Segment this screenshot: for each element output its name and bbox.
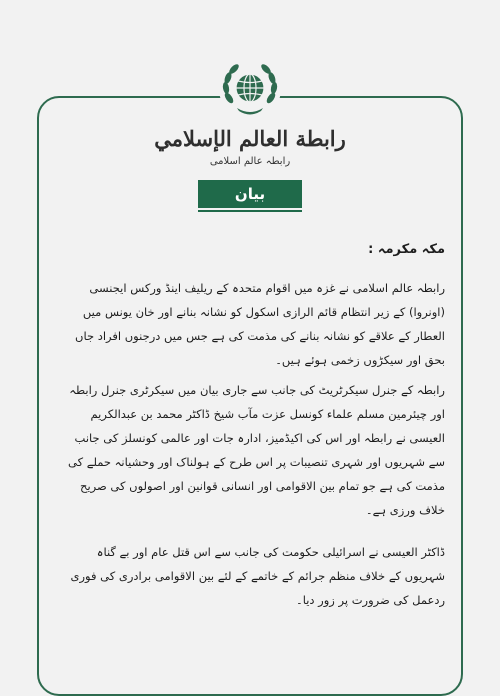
paragraph-3: ڈاکٹر العیسی نے اسرائیلی حکومت کی جانب سے اس قتل عام اور بے گناہ شہریوں کے خلاف منظم جرائم کے خاتمے کے لئے بین الاقوامی برادری کی فوری ردعمل کی ضرورت پر زور دیا۔ (70, 545, 445, 607)
title-underline (198, 210, 302, 212)
globe-wreath-emblem-icon (219, 58, 281, 120)
statement-title: بیان (198, 180, 302, 208)
organization-name-urdu: رابطہ عالم اسلامی (209, 156, 291, 167)
paragraph-2: رابطہ کے جنرل سیکرٹریٹ کی جانب سے جاری بیان میں سیکرٹری جنرل رابطہ اور چیئرمین مسلم علماء کونسل عزت مآب شیخ ڈاکٹر محمد بن عبدالکریم العیسی نے رابطہ اور اس کی اکیڈمیز، ادارہ جات اور عالمی کونسلز کی جانب سے شہریوں اور شہری تنصیبات پر اس طرح کے ہولناک اور وحشیانہ حملے کی مذمت کی ہے جو تمام بین الاقوامی اور انسانی قوانین اور اصولوں کی صریح خلاف ورزی ہے۔ (67, 383, 445, 517)
dateline-place: مکہ مکرمہ : (368, 242, 445, 257)
organization-name-arabic: رابطة العالم الإسلامي (154, 126, 346, 151)
paragraph-1: رابطہ عالم اسلامی نے غزہ میں اقوام متحدہ کے ریلیف اینڈ ورکس ایجنسی (اونروا) کے زیر انتظام قائم الرازی اسکول کو نشانہ بنانے اور خان یونس میں العطار کے علاقے کو نشانہ بنانے کی مذمت کی ہے جس میں درجنوں افراد جاں بحق اور سیکڑوں زخمی ہوئے ہیں۔ (75, 281, 445, 367)
